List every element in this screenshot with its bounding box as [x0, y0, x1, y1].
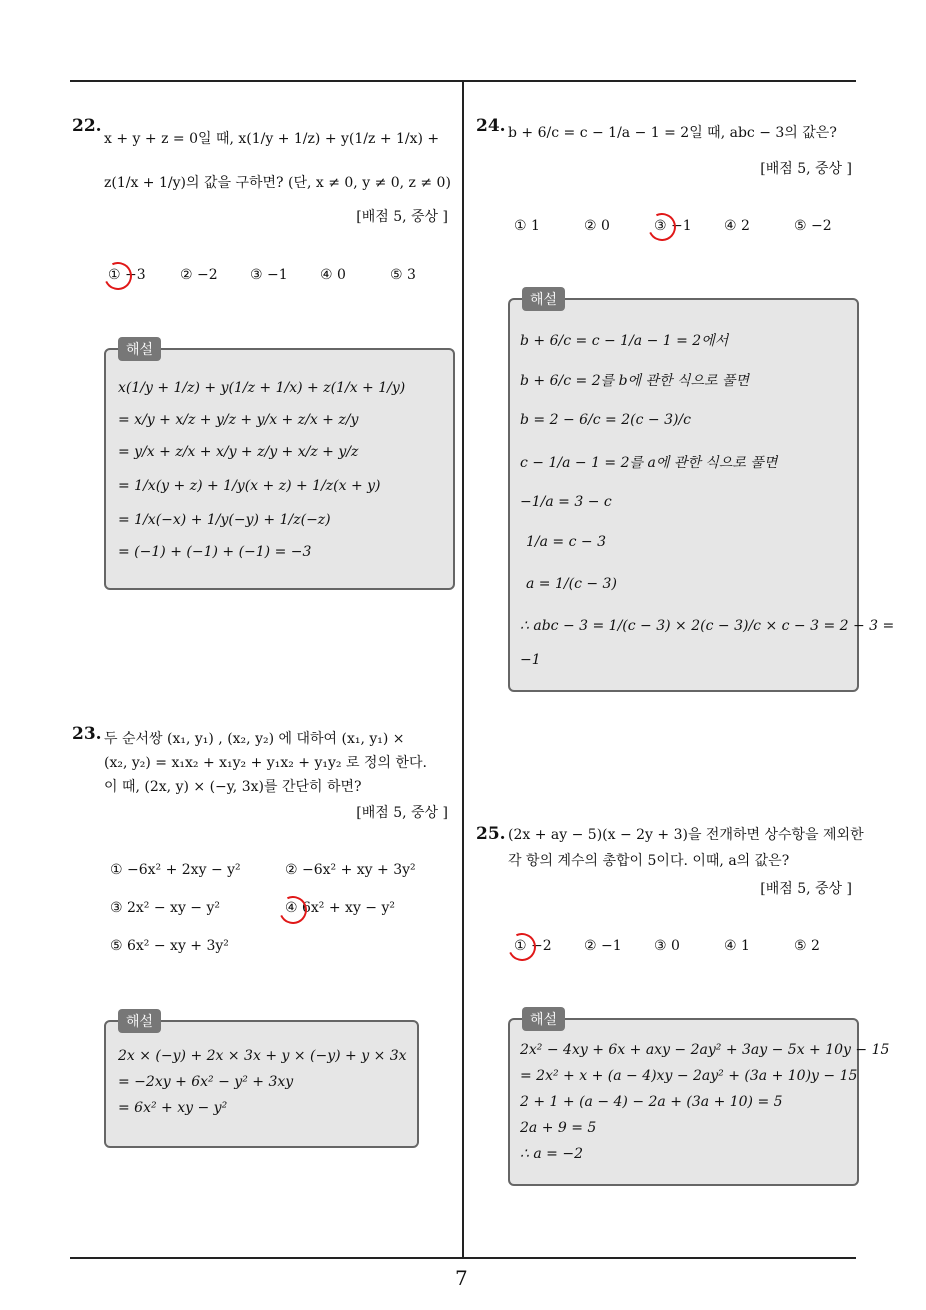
q23-number: 23. [72, 724, 102, 744]
q22-option-5[interactable]: ⑤ 3 [390, 267, 416, 283]
q23-option-3[interactable]: ③ 2x² − xy − y² [110, 900, 221, 916]
q23-option-5[interactable]: ⑤ 6x² − xy + 3y² [110, 938, 229, 954]
bottom-rule [70, 1257, 856, 1259]
q22-solution-line3: = y/x + z/x + x/y + z/y + x/z + y/z [118, 444, 359, 460]
q22-solution-line4: = 1/x(y + z) + 1/y(x + z) + 1/z(x + y) [118, 478, 381, 494]
q23-solution-tag: 해설 [118, 1009, 161, 1033]
q24-option-4[interactable]: ④ 2 [724, 218, 750, 234]
q24-solution-line9: −1 [520, 652, 541, 668]
q24-number: 24. [476, 116, 506, 136]
q24-answer-mark [644, 209, 680, 245]
q24-solution-line6: 1/a = c − 3 [526, 534, 606, 550]
q24-text-line1: b + 6/c = c − 1/a − 1 = 2일 때, abc − 3의 값은? [508, 125, 837, 141]
q22-solution-line2: = x/y + x/z + y/z + y/x + z/x + z/y [118, 412, 359, 428]
q25-solution-line5: ∴ a = −2 [520, 1146, 583, 1162]
q24-solution-line2: b + 6/c = 2를 b에 관한 식으로 풀면 [520, 373, 750, 389]
q24-points: [배점 5, 중상 ] [760, 161, 852, 177]
q25-option-2[interactable]: ② −1 [584, 938, 622, 954]
q25-text-line1: (2x + ay − 5)(x − 2y + 3)을 전개하면 상수항을 제외한 [508, 827, 864, 843]
q24-solution-line8: ∴ abc − 3 = 1/(c − 3) × 2(c − 3)/c × c − 3 = 2 − 3 = [520, 618, 895, 634]
q22-text-line2: z(1/x + 1/y)의 값을 구하면? (단, x ≠ 0, y ≠ 0, z ≠ 0) [104, 175, 451, 191]
q22-solution-line6: = (−1) + (−1) + (−1) = −3 [118, 544, 312, 560]
q25-solution-line1: 2x² − 4xy + 6x + axy − 2ay² + 3ay − 5x + 10y − 15 [520, 1042, 890, 1058]
q23-points: [배점 5, 중상 ] [356, 805, 448, 821]
q25-solution-line3: 2 + 1 + (a − 4) − 2a + (3a + 10) = 5 [520, 1094, 783, 1110]
q22-option-2[interactable]: ② −2 [180, 267, 218, 283]
q23-text-line1: 두 순서쌍 (x₁, y₁) , (x₂, y₂) 에 대하여 (x₁, y₁) × [104, 731, 405, 747]
q24-option-3[interactable]: ③ −1 [654, 218, 692, 234]
q23-text-line3: 이 때, (2x, y) × (−y, 3x)를 간단히 하면? [104, 779, 362, 795]
q24-solution-line4: c − 1/a − 1 = 2를 a에 관한 식으로 풀면 [520, 455, 778, 471]
q23-solution-line2: = −2xy + 6x² − y² + 3xy [118, 1074, 294, 1090]
center-divider [462, 81, 464, 1259]
q24-solution-line3: b = 2 − 6/c = 2(c − 3)/c [520, 412, 691, 428]
q23-answer-mark [275, 892, 311, 928]
q25-solution-line4: 2a + 9 = 5 [520, 1120, 597, 1136]
q22-number: 22. [72, 116, 102, 136]
q22-option-1[interactable]: ① −3 [108, 267, 146, 283]
q25-option-5[interactable]: ⑤ 2 [794, 938, 820, 954]
q23-option-4[interactable]: ④ 6x² + xy − y² [285, 900, 396, 916]
q23-option-2[interactable]: ② −6x² + xy + 3y² [285, 862, 416, 878]
q24-option-2[interactable]: ② 0 [584, 218, 610, 234]
q25-option-3[interactable]: ③ 0 [654, 938, 680, 954]
q24-solution-line5: −1/a = 3 − c [520, 494, 612, 510]
page-number: 7 [455, 1266, 468, 1290]
q22-answer-mark [100, 258, 136, 294]
q25-text-line2: 각 항의 계수의 총합이 5이다. 이때, a의 값은? [508, 853, 790, 869]
q25-option-1[interactable]: ① −2 [514, 938, 552, 954]
q25-points: [배점 5, 중상 ] [760, 881, 852, 897]
q22-solution-tag: 해설 [118, 337, 161, 361]
q25-number: 25. [476, 824, 506, 844]
q25-solution-tag: 해설 [522, 1007, 565, 1031]
q22-points: [배점 5, 중상 ] [356, 209, 448, 225]
q24-solution-line1: b + 6/c = c − 1/a − 1 = 2에서 [520, 333, 729, 349]
q22-solution-line1: x(1/y + 1/z) + y(1/z + 1/x) + z(1/x + 1/y) [118, 380, 406, 396]
q24-option-1[interactable]: ① 1 [514, 218, 540, 234]
q25-solution-line2: = 2x² + x + (a − 4)xy − 2ay² + (3a + 10)y − 15 [520, 1068, 858, 1084]
q24-solution-tag: 해설 [522, 287, 565, 311]
q24-option-5[interactable]: ⑤ −2 [794, 218, 832, 234]
q22-option-3[interactable]: ③ −1 [250, 267, 288, 283]
q23-solution-line1: 2x × (−y) + 2x × 3x + y × (−y) + y × 3x [118, 1048, 407, 1064]
q23-solution-line3: = 6x² + xy − y² [118, 1100, 228, 1116]
q25-option-4[interactable]: ④ 1 [724, 938, 750, 954]
q23-text-line2: (x₂, y₂) = x₁x₂ + x₁y₂ + y₁x₂ + y₁y₂ 로 정의 한다. [104, 755, 427, 771]
q22-solution-line5: = 1/x(−x) + 1/y(−y) + 1/z(−z) [118, 512, 331, 528]
q24-solution-line7: a = 1/(c − 3) [526, 576, 617, 592]
q22-text-line1: x + y + z = 0일 때, x(1/y + 1/z) + y(1/z + 1/x) + [104, 131, 440, 147]
q22-option-4[interactable]: ④ 0 [320, 267, 346, 283]
q25-answer-mark [504, 929, 540, 965]
q23-option-1[interactable]: ① −6x² + 2xy − y² [110, 862, 241, 878]
